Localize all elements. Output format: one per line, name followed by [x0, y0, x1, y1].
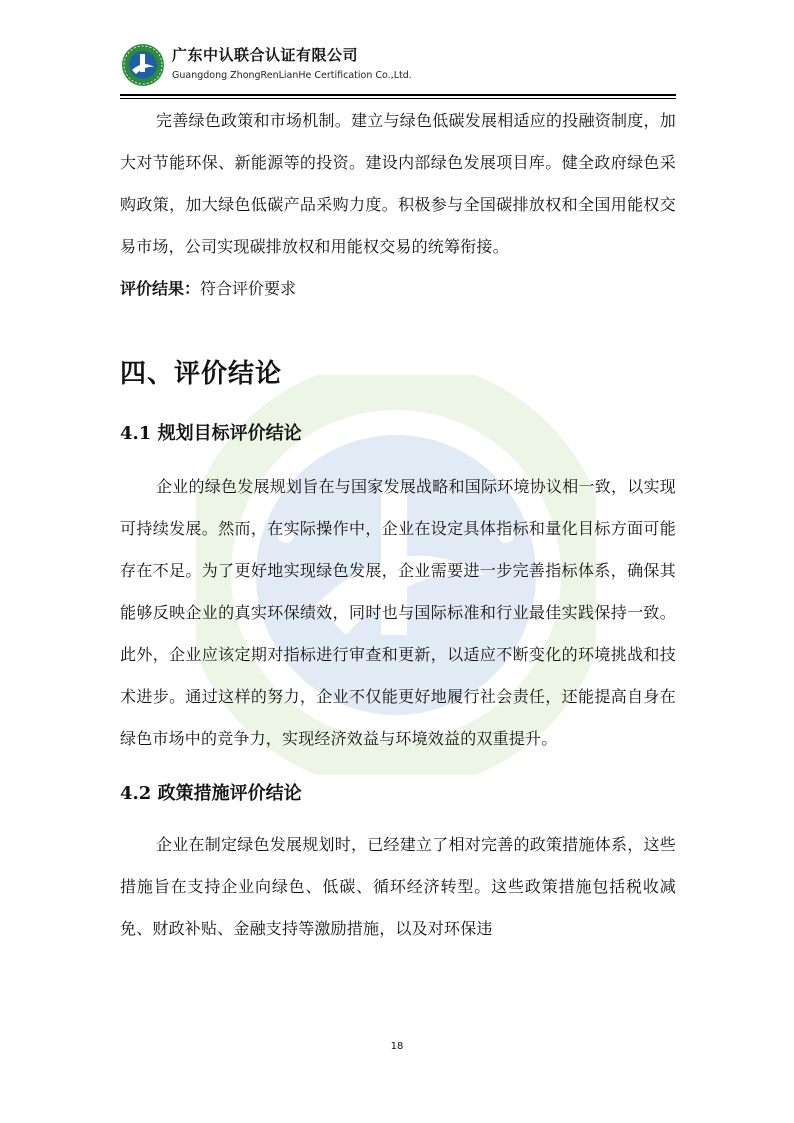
- company-name-en: Guangdong ZhongRenLianHe Certification Co.,Ltd.: [172, 70, 412, 81]
- header-divider-thin: [120, 98, 676, 99]
- paragraph-planning-conclusion: 企业的绿色发展规划旨在与国家发展战略和国际环境协议相一致，以实现可持续发展。然而，在实际操作中，企业在设定具体指标和量化目标方面可能存在不足。为了更好地实现绿色发展，企业需要进一步完善指标体系，确保其能够反映企业的真实环保绩效，同时也与国际标准和行业最佳实践保持一致。此外，企业应该定期对指标进行审查和更新，以适应不断变化的环境挑战和技术进步。通过这样的努力，企业不仅能更好地履行社会责任，还能提高自身在绿色市场中的竞争力，实现经济效益与环境效益的双重提升。: [120, 477, 676, 748]
- page-number: 18: [390, 1041, 404, 1052]
- company-name-cn: 广东中认联合认证有限公司: [172, 46, 359, 64]
- result-label: 评价结果：: [120, 279, 201, 298]
- header-divider-thick: [120, 94, 676, 96]
- page-header: [120, 40, 676, 96]
- result-value: 符合评价要求: [200, 279, 297, 298]
- document-body: [120, 100, 676, 950]
- section-title: 四、评价结论: [120, 359, 283, 389]
- evaluation-result: [120, 268, 676, 310]
- subsection-title-4-1: 4.1 规划目标评价结论: [120, 423, 302, 444]
- company-logo: [120, 42, 166, 88]
- paragraph-policy-conclusion: 企业在制定绿色发展规划时，已经建立了相对完善的政策措施体系，这些措施旨在支持企业向绿色、低碳、循环经济转型。这些政策措施包括税收减免、财政补贴、金融支持等激励措施，以及对环保违: [120, 835, 676, 938]
- subsection-title-4-2: 4.2 政策措施评价结论: [120, 783, 302, 804]
- paragraph-green-policy: 完善绿色政策和市场机制。建立与绿色低碳发展相适应的投融资制度，加大对节能环保、新能源等的投资。建设内部绿色发展项目库。健全政府绿色采购政策，加大绿色低碳产品采购力度。积极参与全国碳排放权和全国用能权交易市场，公司实现碳排放权和用能权交易的统筹衔接。: [120, 111, 676, 256]
